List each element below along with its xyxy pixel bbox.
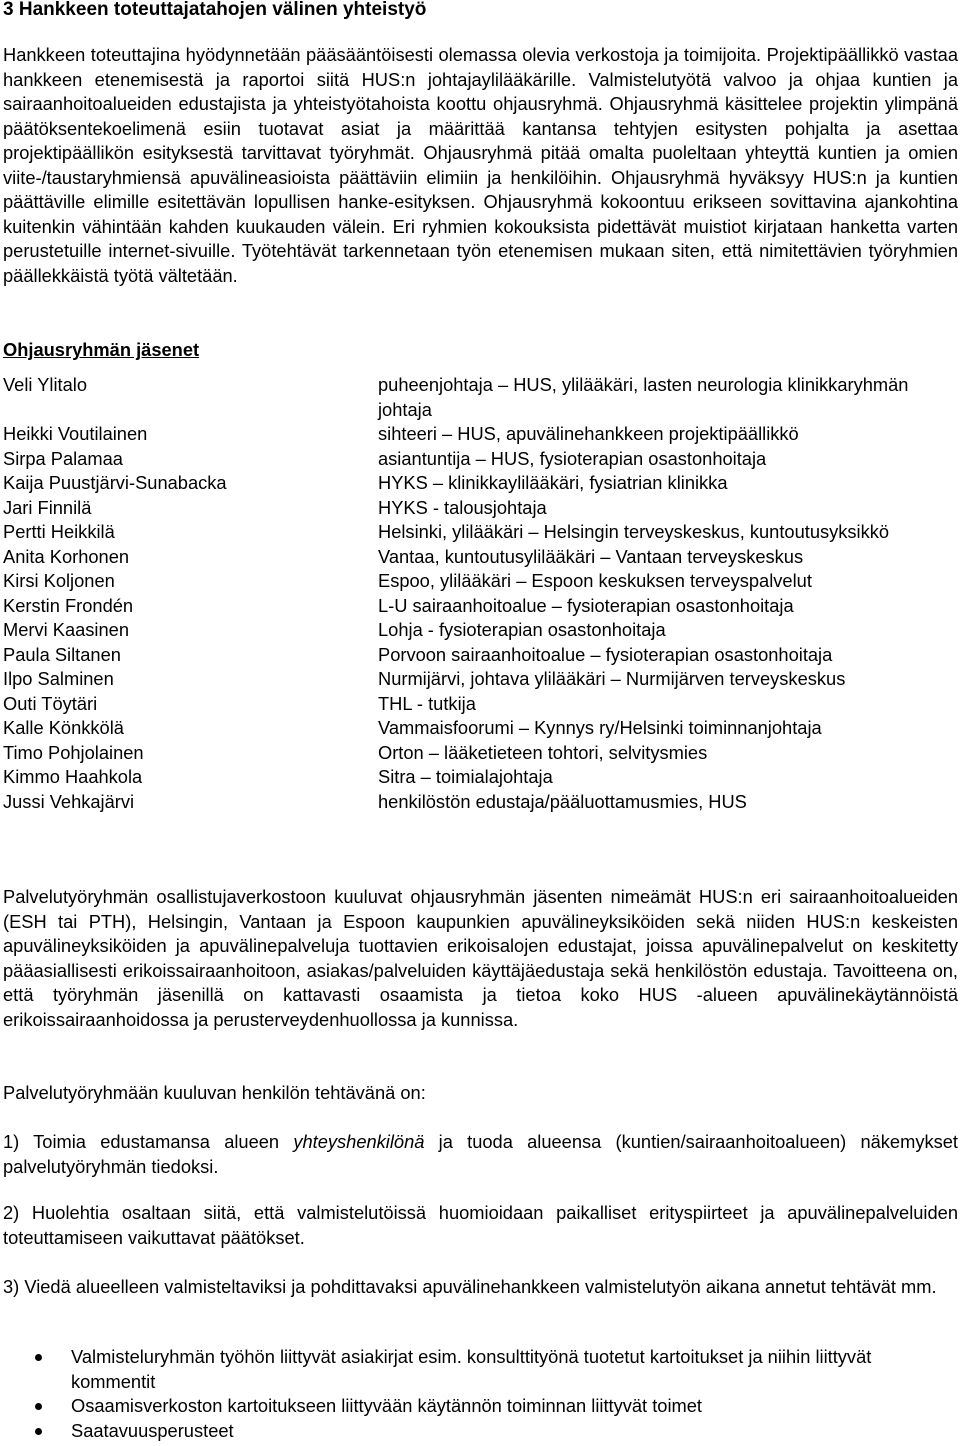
task-1-emphasis: yhteyshenkilönä xyxy=(293,1131,425,1152)
member-row xyxy=(3,520,958,545)
member-role: Vammaisfoorumi – Kynnys ry/Helsinki toiminnanjohtaja xyxy=(378,717,822,738)
member-role: sihteeri – HUS, apuvälinehankkeen projektipäällikkö xyxy=(378,423,799,444)
bullet-text: Osaamisverkoston kartoitukseen liittyvään käytännön toiminnan liittyvät toimet xyxy=(71,1395,702,1416)
task-1-prefix: 1) Toimia edustamansa alueen xyxy=(3,1131,294,1152)
list-item xyxy=(3,1394,958,1419)
tasks-intro: Palvelutyöryhmään kuuluvan henkilön tehtävänä on: xyxy=(3,1082,426,1103)
member-role: Orton – lääketieteen tohtori, selvitysmies xyxy=(378,741,708,763)
member-row xyxy=(3,594,958,619)
members-heading: Ohjausryhmän jäsenet xyxy=(3,339,200,360)
list-item xyxy=(3,1419,958,1444)
member-row xyxy=(3,618,958,643)
member-name: Sirpa Palamaa xyxy=(3,447,123,469)
member-row xyxy=(3,741,958,766)
member-row xyxy=(3,569,958,594)
members-list xyxy=(3,373,958,814)
bullet-text: Valmisteluryhmän työhön liittyvät asiakirjat esim. konsulttityönä tuotetut kartoitukset ja niihin liittyvät kommentit xyxy=(71,1346,872,1392)
task-3-bullet-list xyxy=(3,1345,958,1443)
member-row xyxy=(3,643,958,668)
member-row xyxy=(3,667,958,692)
member-name: Paula Siltanen xyxy=(3,643,121,665)
member-name: Jari Finnilä xyxy=(3,496,92,518)
member-role: Vantaa, kuntoutusylilääkäri – Vantaan terveyskeskus xyxy=(378,545,804,567)
member-name: Kaija Puustjärvi-Sunabacka xyxy=(3,472,227,493)
member-row xyxy=(3,790,958,815)
member-row xyxy=(3,471,958,496)
member-row xyxy=(3,496,958,521)
member-role: Porvoon sairaanhoitoalue – fysioterapian osastonhoitaja xyxy=(378,643,833,665)
member-role: L-U sairaanhoitoalue – fysioterapian osastonhoitaja xyxy=(378,594,794,616)
task-3: 3) Viedä alueelleen valmisteltaviksi ja pohdittavaksi apuvälinehankkeen valmistelutyön aikana annetut tehtävät mm. xyxy=(3,1276,937,1297)
member-name: Kirsi Koljonen xyxy=(3,570,115,591)
member-name: Timo Pohjolainen xyxy=(3,741,144,763)
member-role: Espoo, ylilääkäri – Espoon keskuksen terveyspalvelut xyxy=(378,570,812,591)
bullet-text: Saatavuusperusteet xyxy=(71,1419,234,1441)
member-name: Outi Töytäri xyxy=(3,692,98,714)
member-role: asiantuntija – HUS, fysioterapian osastonhoitaja xyxy=(378,447,767,469)
member-name: Jussi Vehkajärvi xyxy=(3,790,135,812)
member-row xyxy=(3,716,958,741)
palvelu-paragraph: Palvelutyöryhmän osallistujaverkostoon kuuluvat ohjausryhmän jäsenten nimeämät HUS:n eri sairaanhoitoalueiden (ESH tai PTH), Helsingin, Vantaan ja Espoon kaupunkien apuvälineyksiköiden sekä niiden HUS:n keskeisten apuvälineyksiköiden ja apuvälinepalveluja tuottavien erikoisalojen edustajat, joissa apuvälinepalvelut on keskitetty pääasiallisesti erikoissairaanhoitoon, asiakas/palveluiden käyttäjäedustaja sekä henkilöstön edustaja. Tavoitteena on, että työryhmän jäsenillä on kattavasti osaamista ja tietoa koko HUS -alueen apuvälinekäytännöistä erikoissairaanhoidossa ja perusterveydenhuollossa ja kunnissa. xyxy=(3,886,958,1030)
member-row xyxy=(3,545,958,570)
task-2: 2) Huolehtia osaltaan siitä, että valmistelutöissä huomioidaan paikalliset erityspiirteet ja apuvälinepalveluiden toteuttamiseen vaikuttavat päätökset. xyxy=(3,1202,958,1248)
member-role: Lohja - fysioterapian osastonhoitaja xyxy=(378,619,666,640)
section-heading: 3 Hankkeen toteuttajatahojen välinen yhteistyö xyxy=(3,0,427,20)
member-role: Sitra – toimialajohtaja xyxy=(378,766,553,787)
list-item xyxy=(3,1345,958,1394)
member-row xyxy=(3,422,958,447)
member-name: Ilpo Salminen xyxy=(3,668,114,689)
member-row xyxy=(3,692,958,717)
intro-paragraph: Hankkeen toteuttajina hyödynnetään pääsääntöisesti olemassa olevia verkostoja ja toimijoita. Projektipäällikkö vastaa hankkeen etenemisestä ja raportoi siitä HUS:n johtajaylilääkärille. Valmistelutyötä valvoo ja ohjaa kuntien ja sairaanhoitoalueiden edustajista ja yhteistyötahoista koottu ohjausryhmä. Ohjausryhmä käsittelee projektin ylimpänä päätöksentekoelimenä esiin tuotavat asiat ja määrittää kantansa tehtyjen esitysten pohjalta ja asettaa projektipäällikön esityksestä tarvittavat työryhmät. Ohjausryhmä pitää omalta puoleltaan yhteyttä kuntien ja omien viite-/taustaryhmiensä apuvälineasioista päättäviin elimiin ja henkilöihin. Ohjausryhmä hyväksyy HUS:n ja kuntien päättäville elimille esitettävän lopullisen hanke-esityksen. Ohjausryhmä kokoontuu erikseen sovittavina ajankohtina kuitenkin vähintään kahden kuukauden välein. Eri ryhmien kokouksista pidettävät muistiot kirjataan hanketta varten perustetuille internet-sivuille. Työtehtävät tarkennetaan työn etenemisen mukaan siten, että nimitettävien työryhmien päällekkäistä työtä vältetään. xyxy=(3,44,958,286)
member-role: HYKS - talousjohtaja xyxy=(378,496,547,518)
member-role: THL - tutkija xyxy=(378,692,476,714)
bullet-icon xyxy=(35,1403,42,1410)
member-name: Anita Korhonen xyxy=(3,545,130,567)
task-1 xyxy=(3,1130,958,1179)
member-name: Kalle Könkkölä xyxy=(3,717,124,738)
task-1-suffix: ja tuoda alueensa (kuntien/sairaanhoitoalueen) näkemykset palvelutyöryhmän tiedoksi. xyxy=(3,1131,958,1177)
member-role: puheenjohtaja – HUS, ylilääkäri, lasten neurologia klinikkaryhmän johtaja xyxy=(378,374,909,420)
member-role: Nurmijärvi, johtava ylilääkäri – Nurmijärven terveyskeskus xyxy=(378,668,846,689)
member-role: Helsinki, ylilääkäri – Helsingin terveyskeskus, kuntoutusyksikkö xyxy=(378,521,890,542)
member-role: HYKS – klinikkaylilääkäri, fysiatrian klinikka xyxy=(378,472,728,493)
member-name: Veli Ylitalo xyxy=(3,374,88,395)
member-name: Heikki Voutilainen xyxy=(3,423,148,444)
member-name: Pertti Heikkilä xyxy=(3,521,115,542)
member-name: Kerstin Frondén xyxy=(3,594,134,616)
member-row xyxy=(3,447,958,472)
member-row xyxy=(3,765,958,790)
bullet-icon xyxy=(35,1354,42,1361)
member-name: Mervi Kaasinen xyxy=(3,619,129,640)
member-name: Kimmo Haahkola xyxy=(3,766,143,787)
member-role: henkilöstön edustaja/pääluottamusmies, HUS xyxy=(378,790,747,812)
member-row xyxy=(3,373,958,422)
bullet-icon xyxy=(35,1428,42,1435)
